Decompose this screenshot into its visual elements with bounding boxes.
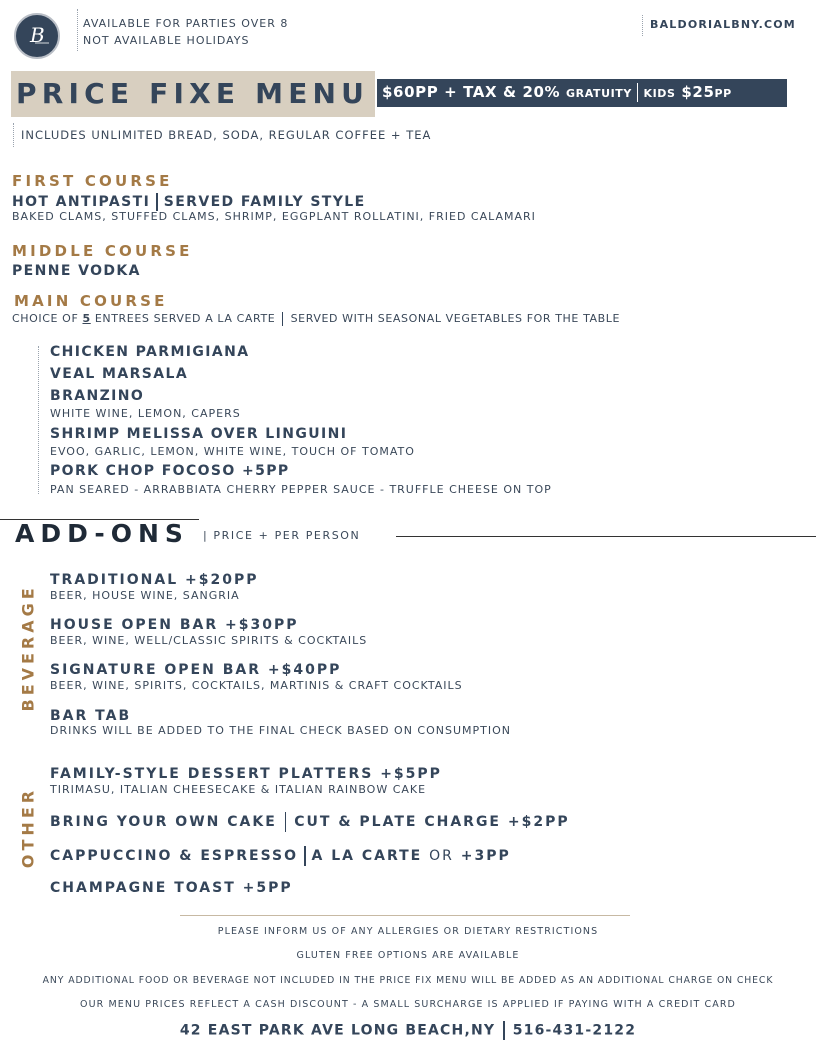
- dessert-description: TIRIMASU, ITALIAN CHEESECAKE & ITALIAN RAINBOW CAKE: [50, 783, 427, 796]
- addons-rule-right: [396, 536, 816, 537]
- served-family-style: SERVED FAMILY STYLE: [163, 194, 366, 210]
- entree-description: EVOO, GARLIC, LEMON, WHITE WINE, TOUCH OF TOMATO: [50, 445, 415, 458]
- street-address: 42 EAST PARK AVE LONG BEACH,NY: [179, 1022, 496, 1039]
- middle-course-heading: MIDDLE COURSE: [12, 242, 193, 260]
- includes-divider: [13, 123, 14, 147]
- gratuity-label: gratuity: [566, 83, 632, 101]
- page-title: PRICE FIXE MENU: [16, 77, 370, 110]
- holiday-note: NOT AVAILABLE HOLIDAYS: [83, 34, 250, 47]
- beverage-item: BAR TAB: [50, 708, 132, 724]
- main-course-note: [12, 312, 620, 326]
- entree-name: SHRIMP MELISSA OVER LINGUINI: [50, 426, 348, 442]
- middle-course-dish: PENNE VODKA: [12, 263, 141, 279]
- coffee-divider: [304, 846, 306, 866]
- entree-list-rule: [38, 346, 39, 494]
- cake-divider: [285, 812, 287, 832]
- note-prefix: CHOICE OF: [12, 312, 79, 325]
- website-link[interactable]: BALDORIALBNY.COM: [650, 18, 796, 31]
- beverage-description: BEER, WINE, SPIRITS, COCKTAILS, MARTINIS & CRAFT COCKTAILS: [50, 679, 463, 692]
- allergy-note: PLEASE INFORM US OF ANY ALLERGIES OR DIETARY RESTRICTIONS: [217, 926, 599, 937]
- entree-name: VEAL MARSALA: [50, 366, 189, 382]
- cake-item: [50, 812, 570, 832]
- entree-name: BRANZINO: [50, 388, 145, 404]
- addons-subtitle-text: PRICE + PER PERSON: [213, 529, 361, 542]
- beverage-item: SIGNATURE OPEN BAR +$40PP: [50, 662, 342, 678]
- entree-name: CHICKEN PARMIGIANA: [50, 344, 250, 360]
- first-course-dish: [12, 193, 366, 211]
- first-course-description: BAKED CLAMS, STUFFED CLAMS, SHRIMP, EGGPLANT ROLLATINI, FRIED CALAMARI: [12, 210, 536, 223]
- footer-rule: [180, 915, 630, 916]
- website-divider: [642, 15, 643, 36]
- includes-note: INCLUDES UNLIMITED BREAD, SODA, REGULAR COFFEE + TEA: [21, 128, 432, 142]
- addons-subtitle: | PRICE + PER PERSON: [203, 529, 361, 542]
- party-size-note: AVAILABLE FOR PARTIES OVER 8: [83, 17, 289, 30]
- a-la-carte: A LA CARTE: [311, 848, 423, 864]
- beverage-label: BEVERAGE: [18, 584, 38, 712]
- beverage-description: BEER, HOUSE WINE, SANGRIA: [50, 589, 240, 602]
- hot-antipasti: HOT ANTIPASTI: [12, 194, 151, 210]
- price-per-person: $60PP + TAX & 20%: [382, 83, 561, 101]
- price-divider: [637, 83, 639, 102]
- cappuccino-espresso: CAPPUCCINO & ESPRESSO: [50, 848, 299, 864]
- note-divider: [282, 312, 283, 326]
- coffee-or: OR: [429, 848, 454, 864]
- cash-discount-note: OUR MENU PRICES REFLECT A CASH DISCOUNT - A SMALL SURCHARGE IS APPLIED IF PAYING WITH A CREDIT CARD: [80, 999, 736, 1010]
- addons-title: ADD-ONS: [15, 519, 189, 548]
- note-suffix: SERVED WITH SEASONAL VEGETABLES FOR THE TABLE: [290, 312, 621, 325]
- logo-mark-icon: [16, 15, 58, 57]
- main-course-heading: MAIN COURSE: [14, 292, 168, 310]
- restaurant-logo: [14, 13, 60, 59]
- gluten-free-note: GLUTEN FREE OPTIONS ARE AVAILABLE: [296, 950, 520, 961]
- entree-description: WHITE WINE, LEMON, CAPERS: [50, 407, 241, 420]
- coffee-item: [50, 846, 511, 866]
- header-divider: [77, 9, 78, 51]
- cake-charge: CUT & PLATE CHARGE +$2PP: [294, 814, 570, 830]
- additional-charge-note: ANY ADDITIONAL FOOD OR BEVERAGE NOT INCLUDED IN THE PRICE FIX MENU WILL BE ADDED AS AN ADDITIONAL CHARGE ON CHECK: [42, 975, 774, 986]
- address-line: [0, 1021, 816, 1040]
- other-label: OTHER: [18, 786, 38, 869]
- first-course-heading: FIRST COURSE: [12, 172, 173, 190]
- note-mid: ENTREES SERVED A LA CARTE: [94, 312, 276, 325]
- kids-price: kids $25pp: [643, 83, 732, 101]
- entree-count: 5: [82, 312, 91, 325]
- champagne-item: CHAMPAGNE TOAST +5PP: [50, 880, 293, 896]
- phone-number[interactable]: 516-431-2122: [512, 1022, 637, 1039]
- dessert-item: FAMILY-STYLE DESSERT PLATTERS +$5PP: [50, 766, 442, 782]
- bring-own-cake: BRING YOUR OWN CAKE: [50, 814, 277, 830]
- beverage-item: TRADITIONAL +$20PP: [50, 572, 259, 588]
- entree-description: PAN SEARED - ARRABBIATA CHERRY PEPPER SAUCE - TRUFFLE CHEESE ON TOP: [50, 483, 552, 496]
- beverage-description: BEER, WINE, WELL/CLASSIC SPIRITS & COCKTAILS: [50, 634, 368, 647]
- address-divider: [503, 1021, 505, 1040]
- price-bar: [377, 79, 787, 107]
- coffee-price: +3PP: [460, 848, 511, 864]
- svg-text:B: B: [30, 23, 45, 47]
- entree-name: PORK CHOP FOCOSO +5PP: [50, 463, 290, 479]
- beverage-item: HOUSE OPEN BAR +$30PP: [50, 617, 299, 633]
- dish-divider: [156, 193, 158, 211]
- beverage-description: DRINKS WILL BE ADDED TO THE FINAL CHECK BASED ON CONSUMPTION: [50, 724, 512, 737]
